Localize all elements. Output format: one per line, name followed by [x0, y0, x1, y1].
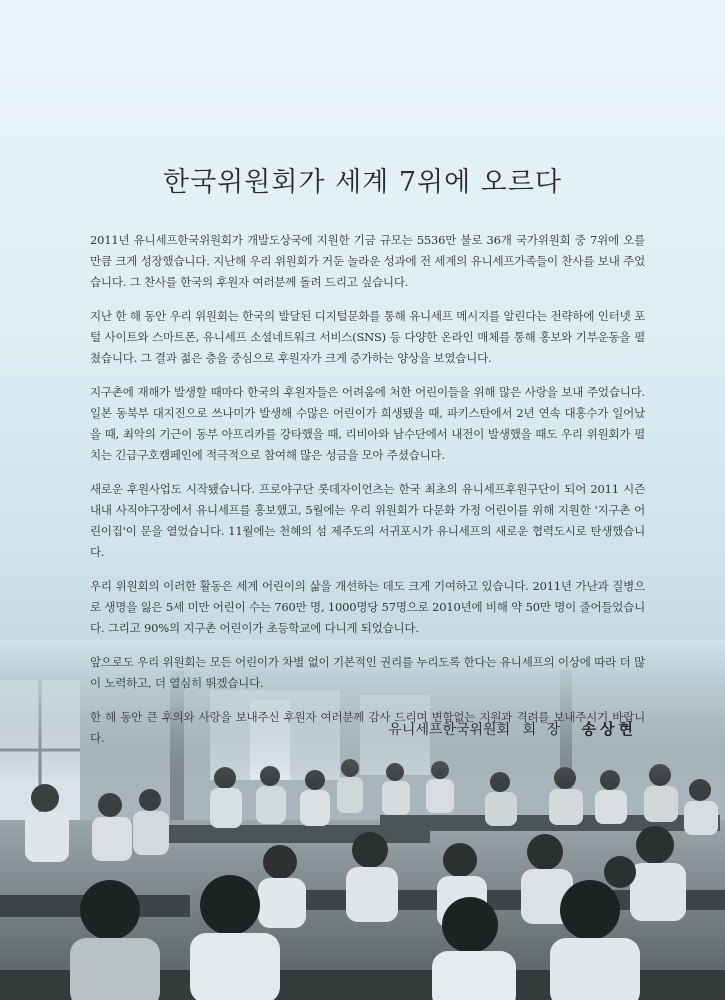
paragraph-3: 지구촌에 재해가 발생할 때마다 한국의 후원자들은 어려움에 처한 어린이들을 위해 많은 사랑을 보내 주었습니다. 일본 동북부 대지진으로 쓰나미가 발생해 수많은 어린이가 희생됐을 때, 파키스탄에서 2년 연속 대홍수가 일어났을 때, 최악의 기근이 동부 아프리카를 강타했을 때, 리비아와 남수단에서 내전이 발생했을 때도 우리 위원회가 펼치는 긴급구호캠페인에 적극적으로 참여해 많은 성금을 모아 주셨습니다. [90, 385, 645, 462]
page-title: 한국위원회가 세계 7위에 오르다 [163, 167, 562, 198]
signature [388, 718, 637, 739]
paragraph-4: 새로운 후원사업도 시작됐습니다. 프로야구단 롯데자이언츠는 한국 최초의 유니세프후원구단이 되어 2011 시즌 내내 사직야구장에서 유니세프를 홍보했고, 5월에는 우리 위원회가 다문화 가정 어린이를 위해 지원한 '지구촌 어린이집'이 문을 열었습니다. 11월에는 천혜의 섬 제주도의 서귀포시가 유니세프의 새로운 협력도시로 탄생했습니다. [90, 482, 645, 559]
paragraph-1: 2011년 유니세프한국위원회가 개발도상국에 지원한 기금 규모는 5536만 불로 36개 국가위원회 중 7위에 오를 만큼 크게 성장했습니다. 지난해 우리 위원회가 거둔 놀라운 성과에 전 세계의 유니세프가족들이 찬사를 보내 주었습니다. 그 찬사를 한국의 후원자 여러분께 돌려 드리고 싶습니다. [90, 233, 645, 289]
letter-body [90, 230, 645, 762]
paragraph-2: 지난 한 해 동안 우리 위원회는 한국의 발달된 디지털문화를 통해 유니세프 메시지를 알린다는 전략하에 인터넷 포털 사이트와 스마트폰, 유니세프 소셜네트워크 서비스(SNS) 등 다양한 온라인 매체를 통해 홍보와 기부운동을 펼쳤습니다. 그 결과 젊은 층을 중심으로 후원자가 크게 증가하는 양상을 보였습니다. [90, 309, 645, 365]
signature-name: 송상현 [581, 720, 637, 738]
paragraph-6: 앞으로도 우리 위원회는 모든 어린이가 차별 없이 기본적인 권리를 누리도록 한다는 유니세프의 이상에 따라 더 많이 노력하고, 더 열심히 뛰겠습니다. [90, 655, 645, 690]
paragraph-7: 한 해 동안 큰 후의와 사랑을 보내주신 후원자 여러분께 감사 드리며 변함없는 지원과 격려를 보내주시기 바랍니다. [90, 710, 645, 745]
paragraph-5: 우리 위원회의 이러한 활동은 세계 어린이의 삶을 개선하는 데도 크게 기여하고 있습니다. 2011년 가난과 질병으로 생명을 잃은 5세 미만 어린이 수는 760만 명, 1000명당 57명으로 2010년에 비해 약 50만 명이 줄어들었습니다. 그리고 90%의 지구촌 어린이가 초등학교에 다니게 되었습니다. [90, 579, 645, 635]
signature-organization: 유니세프한국위원회 [388, 722, 511, 738]
signature-role: 회 장 [522, 722, 564, 738]
